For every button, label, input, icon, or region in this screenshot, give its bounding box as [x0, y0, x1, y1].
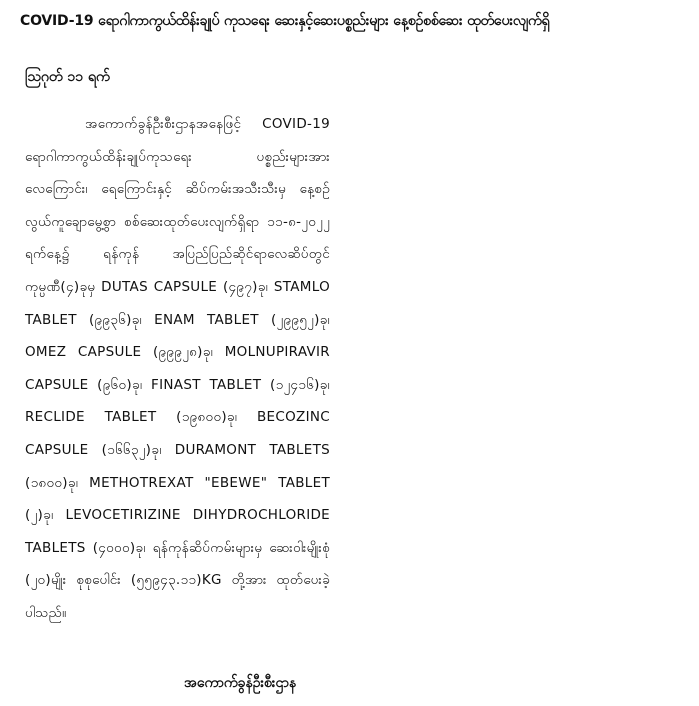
headline: COVID-19 ရောဂါကာကွယ်ထိန်းချုပ် ကုသရေး ဆေးနှင့်ဆေးပစ္စည်းများ နေ့စဉ်စစ်ဆေး ထုတ်ပေးလျက်ရှိ	[20, 13, 550, 29]
body-paragraph: အကောက်ခွန်ဦးစီးဌာနအနေဖြင့် COVID-19 ရောဂါကာကွယ်ထိန်းချုပ်ကုသရေး ပစ္စည်းများအား လေကြောင်း၊ ရေကြောင်းနှင့် ဆိပ်ကမ်းအသီးသီးမှ နေ့စဉ်လွယ်ကူချောမွေ့စွာ စစ်ဆေးထုတ်ပေးလျက်ရှိရာ ၁၁-၈-၂၀၂၂ ရက်နေ့၌ ရန်ကုန် အပြည်ပြည်ဆိုင်ရာလေဆိပ်တွင် ကုမ္ပဏီ(၄)ခုမှ DUTAS CAPSULE (၄၉၇)ခု၊ STAMLO TABLET (၉၉၃၆)ခု၊ ENAM TABLET (၂၉၉၅၂)ခု၊ OMEZ CAPSULE (၉၉၉၂၈)ခု၊ MOLNUPIRAVIR CAPSULE (၉၆၀)ခု၊ FINAST TABLET (၁၂၄၁၆)ခု၊ RECLIDE TABLET (၁၉၈၀၀)ခု၊ BECOZINC CAPSULE (၁၆၆၃၂)ခု၊ DURAMONT TABLETS (၁၈၀၀)ခု၊ METHOTREXAT "EBEWE" TABLET (၂)ခု၊ LEVOCETIRIZINE DIHYDROCHLORIDE TABLETS (၄၀၀၀)ခု၊ ရန်ကုန်ဆိပ်ကမ်းများမှ ဆေးဝါးမျိုးစုံ (၂၀)မျိုး စုစုပေါင်း (၅၅၉၄၃.၁၁)KG တို့အား ထုတ်ပေးခဲ့ပါသည်။	[25, 116, 330, 621]
signature-line: အကောက်ခွန်ဦးစီးဌာန	[184, 675, 297, 691]
date-line: ဩဂုတ် ၁၁ ရက်	[25, 69, 110, 85]
